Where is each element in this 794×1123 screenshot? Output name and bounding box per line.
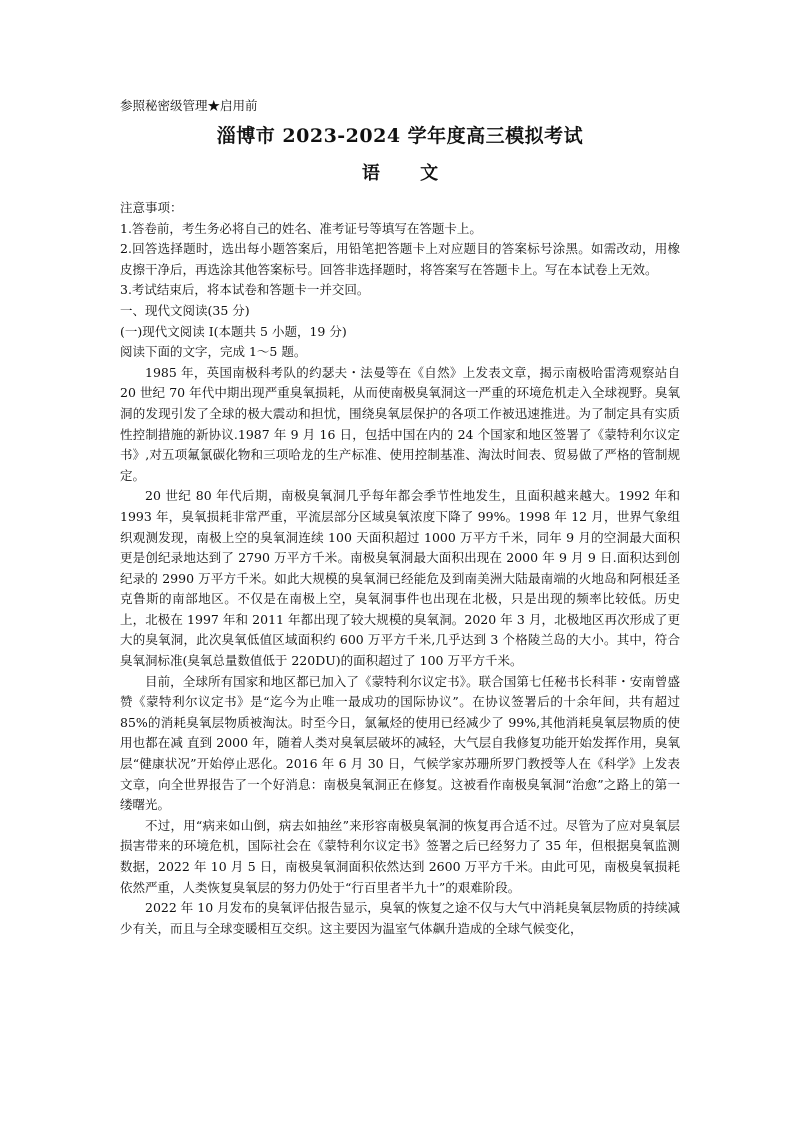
passage-paragraph-1: 1985 年，英国南极科考队的约瑟夫・法曼等在《自然》上发表文章，揭示南极哈雷湾观察站自 20 世纪 70 年代中期出现严重臭氧损耗，从而使南极臭氧洞这一严重的环境危机走入全球视野。臭氧洞的发现引发了全球的极大震动和担忧，围绕臭氧层保护的各项工作被迅速推进。为了制定具有实质性控制措施的新协议.1987 年 9 月 16 日，包括中国在内的 24 个国家和地区签署了《蒙特利尔议定书》,对五项氟氯碳化物和三项哈龙的生产标准、使用控制基准、淘汰时间表、贸易做了严格的管制规定。 xyxy=(120,364,680,483)
passage-paragraph-4: 不过，用“病来如山倒，病去如抽丝”来形容南极臭氧洞的恢复再合适不过。尽管为了应对臭氧层损害带来的环境危机，国际社会在《蒙特利尔议定书》签署之后已经努力了 35 年，但根据臭氧监测数据，2022 年 10 月 5 日，南极臭氧洞面积依然达到 2600 万平方千米。由此可见，南极臭氧损耗依然严重，人类恢复臭氧层的努力仍处于“行百里者半九十”的艰难阶段。 xyxy=(120,817,680,895)
notice-heading: 注意事项： xyxy=(120,200,183,215)
subject-title: 语 文 xyxy=(361,163,439,184)
section-heading: 一、现代文阅读(35 分) xyxy=(120,302,250,318)
notice-item-1: 1.答卷前，考生务必将自己的姓名、准考证号等填写在答题卡上。 xyxy=(120,220,482,236)
passage-paragraph-3: 目前，全球所有国家和地区都已加入了《蒙特利尔议定书》。联合国第七任秘书长科菲・安南曾盛赞《蒙特利尔议定书》是“迄今为止唯一最成功的国际协议”。在协议签署后的十余年间，共有超过 85%的消耗臭氧层物质被淘汰。时至今日，氯氟烃的使用已经减少了 99%,其他消耗臭氧层物质的使用也都在减 直到 2000 年，随着人类对臭氧层破坏的减轻，大气层自我修复功能开始发挥作用，臭氧层“健康状况”开始停止恶化。2016 年 6 月 30 日，气候学家苏珊所罗门教授等人在《科学》上发表文章，向全世界报告了一个好消息：南极臭氧洞正在修复。这被看作南极臭氧洞“治愈”之路上的第一缕曙光。 xyxy=(120,673,680,813)
passage-paragraph-5: 2022 年 10 月发布的臭氧评估报告显示，臭氧的恢复之途不仅与大气中消耗臭氧层物质的持续减少有关，而且与全球变暖相互交织。这主要因为温室气体飙升造成的全球气候变化， xyxy=(120,900,680,936)
exam-title: 淄博市 2023-2024 学年度高三模拟考试 xyxy=(216,125,584,147)
section-subheading: (一)现代文阅读 I(本题共 5 小题，19 分) xyxy=(120,323,347,339)
notice-item-2: 2.回答选择题时，选出每小题答案后，用铅笔把答题卡上对应题目的答案标号涂黑。如需改动，用橡皮擦干净后，再选涂其他答案标号。回答非选择题时，将答案写在答题卡上。写在本试卷上无效。 xyxy=(120,241,680,277)
section-instruction: 阅读下面的文字，完成 1～5 题。 xyxy=(120,344,307,360)
secret-label: 参照秘密级管理★启用前 xyxy=(120,98,258,113)
notice-item-3: 3.考试结束后，将本试卷和答题卡一并交回。 xyxy=(120,282,370,298)
passage-paragraph-2: 20 世纪 80 年代后期，南极臭氧洞几乎每年都会季节性地发生，且面积越来越大。1992 年和 1993 年，臭氧损耗非常严重，平流层部分区域臭氧浓度下降了 99%。1998 年 12 月，世界气象组织观测发现，南极上空的臭氧洞连续 100 天面积超过 1000 万平方千米，同年 9 月的空洞最大面积更是创纪录地达到了 2790 万平方千米。南极臭氧洞最大面积出现在 2000 年 9 月 9 日.面积达到创纪录的 2990 万平方千米。如此大规模的臭氧洞已经能危及到南美洲大陆最南端的火地岛和阿根廷圣克鲁斯的南部地区。不仅是在南极上空，臭氧洞事件也出现在北极，只是出现的频率比较低。历史上，北极在 1997 年和 2011 年都出现了较大规模的臭氧洞。2020 年 3 月，北极地区再次形成了更大的臭氧洞，此次臭氧低值区域面积约 600 万平方千米,几乎达到 3 个格陵兰岛的大小。其中，符合臭氧洞标准(臭氧总量数值低于 220DU)的面积超过了 100 万平方千米。 xyxy=(120,488,680,669)
exam-page xyxy=(120,96,680,939)
